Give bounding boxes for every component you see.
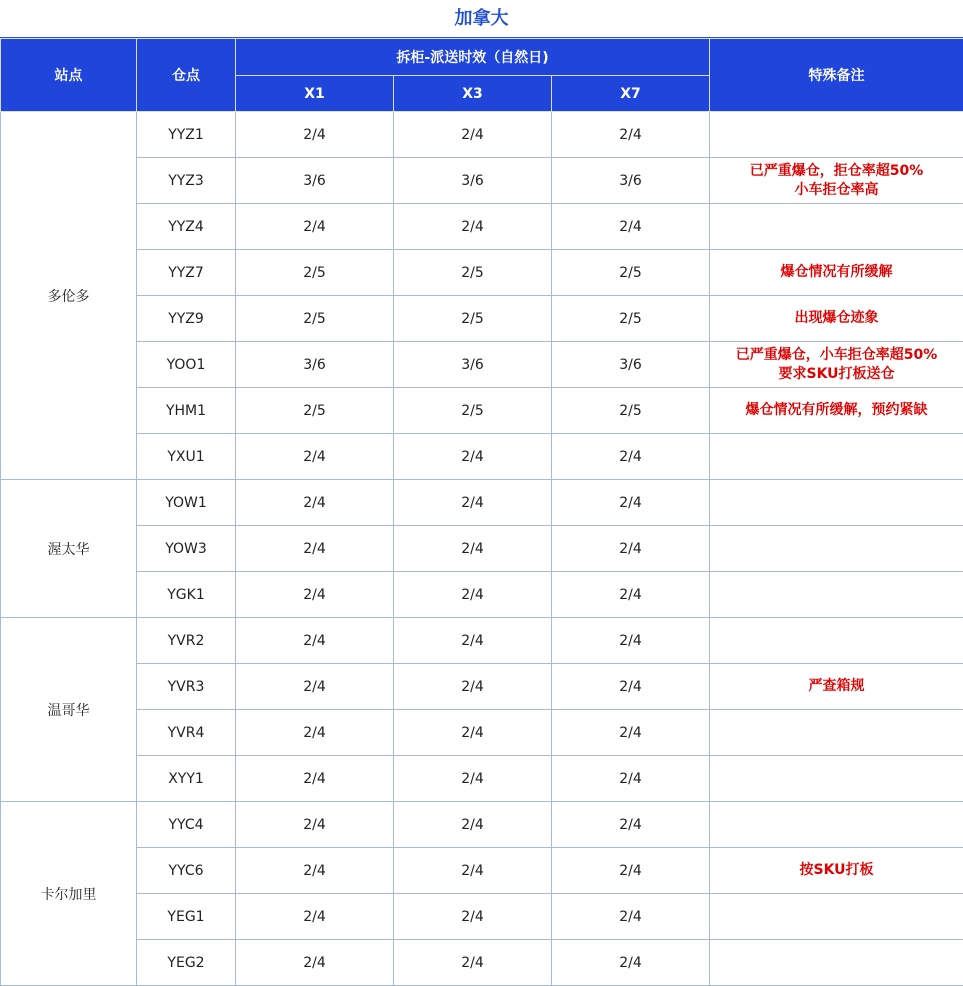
table-row [1, 848, 963, 894]
warehouse-cell: YOO1 [137, 342, 236, 388]
table-row [1, 434, 963, 480]
table-row [1, 526, 963, 572]
warehouse-cell: YYC4 [137, 802, 236, 848]
note-cell [710, 572, 963, 618]
table-row [1, 112, 963, 158]
x7-cell: 2/4 [552, 940, 710, 986]
x3-cell: 2/4 [394, 940, 552, 986]
x1-cell: 2/4 [236, 940, 394, 986]
warehouse-cell: YVR2 [137, 618, 236, 664]
x7-cell: 2/4 [552, 434, 710, 480]
x1-cell: 2/5 [236, 388, 394, 434]
table-row [1, 894, 963, 940]
warehouse-cell: YYZ4 [137, 204, 236, 250]
x3-cell: 2/4 [394, 848, 552, 894]
x3-cell: 2/4 [394, 894, 552, 940]
x7-cell: 2/5 [552, 296, 710, 342]
x1-cell: 3/6 [236, 342, 394, 388]
note-cell [710, 158, 963, 204]
note-cell [710, 296, 963, 342]
note-line: 爆仓情况有所缓解 [710, 263, 963, 282]
x1-cell: 2/4 [236, 480, 394, 526]
note-cell [710, 250, 963, 296]
note-line: 要求SKU打板送仓 [710, 365, 963, 384]
x7-cell: 2/5 [552, 388, 710, 434]
x7-cell: 2/4 [552, 848, 710, 894]
x1-cell: 2/5 [236, 296, 394, 342]
table-row [1, 296, 963, 342]
x3-cell: 2/4 [394, 112, 552, 158]
page-title: 加拿大 [0, 0, 963, 38]
x7-cell: 2/4 [552, 756, 710, 802]
x3-cell: 2/4 [394, 802, 552, 848]
x1-cell: 2/4 [236, 664, 394, 710]
note-cell [710, 848, 963, 894]
x7-cell: 2/4 [552, 526, 710, 572]
note-cell [710, 756, 963, 802]
header-notes: 特殊备注 [710, 39, 963, 112]
warehouse-cell: YVR3 [137, 664, 236, 710]
x3-cell: 2/4 [394, 618, 552, 664]
warehouse-cell: YEG2 [137, 940, 236, 986]
note-cell [710, 112, 963, 158]
x3-cell: 2/4 [394, 480, 552, 526]
table-row [1, 388, 963, 434]
note-cell [710, 204, 963, 250]
warehouse-cell: YOW1 [137, 480, 236, 526]
station-cell: 渥太华 [1, 480, 137, 618]
table-row [1, 802, 963, 848]
note-cell [710, 526, 963, 572]
x7-cell: 2/4 [552, 204, 710, 250]
header-warehouse: 仓点 [137, 39, 236, 112]
note-cell [710, 618, 963, 664]
x1-cell: 2/4 [236, 802, 394, 848]
table-header [1, 39, 963, 112]
header-station: 站点 [1, 39, 137, 112]
x7-cell: 3/6 [552, 158, 710, 204]
station-cell: 多伦多 [1, 112, 137, 480]
x3-cell: 2/4 [394, 204, 552, 250]
warehouse-cell: YHM1 [137, 388, 236, 434]
x7-cell: 2/4 [552, 710, 710, 756]
note-cell [710, 342, 963, 388]
header-x3: X3 [394, 76, 552, 112]
warehouse-cell: YVR4 [137, 710, 236, 756]
x1-cell: 2/4 [236, 204, 394, 250]
table-row [1, 158, 963, 204]
note-line: 出现爆仓迹象 [710, 309, 963, 328]
note-cell [710, 894, 963, 940]
warehouse-cell: YYZ3 [137, 158, 236, 204]
warehouse-cell: YOW3 [137, 526, 236, 572]
x1-cell: 2/5 [236, 250, 394, 296]
table-row [1, 204, 963, 250]
table-row [1, 250, 963, 296]
x3-cell: 2/4 [394, 434, 552, 480]
x3-cell: 2/5 [394, 388, 552, 434]
warehouse-cell: YYZ7 [137, 250, 236, 296]
x7-cell: 2/4 [552, 894, 710, 940]
note-cell [710, 664, 963, 710]
x3-cell: 2/4 [394, 526, 552, 572]
x7-cell: 2/4 [552, 480, 710, 526]
warehouse-cell: YEG1 [137, 894, 236, 940]
x3-cell: 2/5 [394, 250, 552, 296]
x1-cell: 2/4 [236, 894, 394, 940]
note-line: 已严重爆仓，小车拒仓率超50% [710, 346, 963, 365]
warehouse-cell: XYY1 [137, 756, 236, 802]
x7-cell: 2/4 [552, 112, 710, 158]
note-cell [710, 940, 963, 986]
note-line: 爆仓情况有所缓解，预约紧缺 [710, 401, 963, 420]
table-row [1, 618, 963, 664]
delivery-time-table [0, 38, 963, 986]
x1-cell: 2/4 [236, 112, 394, 158]
note-cell [710, 434, 963, 480]
note-line: 按SKU打板 [710, 861, 963, 880]
note-line: 已严重爆仓，拒仓率超50% [710, 162, 963, 181]
note-line: 严查箱规 [710, 677, 963, 696]
x7-cell: 2/4 [552, 664, 710, 710]
x1-cell: 2/4 [236, 526, 394, 572]
warehouse-cell: YYC6 [137, 848, 236, 894]
x3-cell: 2/5 [394, 296, 552, 342]
x1-cell: 2/4 [236, 618, 394, 664]
x1-cell: 2/4 [236, 756, 394, 802]
note-cell [710, 480, 963, 526]
station-cell: 卡尔加里 [1, 802, 137, 986]
table-row [1, 940, 963, 986]
warehouse-cell: YGK1 [137, 572, 236, 618]
note-cell [710, 710, 963, 756]
x1-cell: 2/4 [236, 710, 394, 756]
table-row [1, 664, 963, 710]
x3-cell: 2/4 [394, 710, 552, 756]
x3-cell: 3/6 [394, 158, 552, 204]
note-cell [710, 388, 963, 434]
x1-cell: 3/6 [236, 158, 394, 204]
table-row [1, 342, 963, 388]
warehouse-cell: YYZ9 [137, 296, 236, 342]
x7-cell: 3/6 [552, 342, 710, 388]
x3-cell: 3/6 [394, 342, 552, 388]
table-row [1, 572, 963, 618]
header-x1: X1 [236, 76, 394, 112]
note-cell [710, 802, 963, 848]
table-row [1, 756, 963, 802]
table-row [1, 480, 963, 526]
x7-cell: 2/5 [552, 250, 710, 296]
x7-cell: 2/4 [552, 618, 710, 664]
header-timing: 拆柜-派送时效（自然日) [236, 39, 710, 76]
header-x7: X7 [552, 76, 710, 112]
x3-cell: 2/4 [394, 756, 552, 802]
x7-cell: 2/4 [552, 572, 710, 618]
warehouse-cell: YYZ1 [137, 112, 236, 158]
x1-cell: 2/4 [236, 572, 394, 618]
warehouse-cell: YXU1 [137, 434, 236, 480]
x3-cell: 2/4 [394, 664, 552, 710]
station-cell: 温哥华 [1, 618, 137, 802]
x1-cell: 2/4 [236, 434, 394, 480]
x3-cell: 2/4 [394, 572, 552, 618]
x1-cell: 2/4 [236, 848, 394, 894]
x7-cell: 2/4 [552, 802, 710, 848]
table-body [1, 112, 963, 986]
note-line: 小车拒仓率高 [710, 181, 963, 200]
table-row [1, 710, 963, 756]
